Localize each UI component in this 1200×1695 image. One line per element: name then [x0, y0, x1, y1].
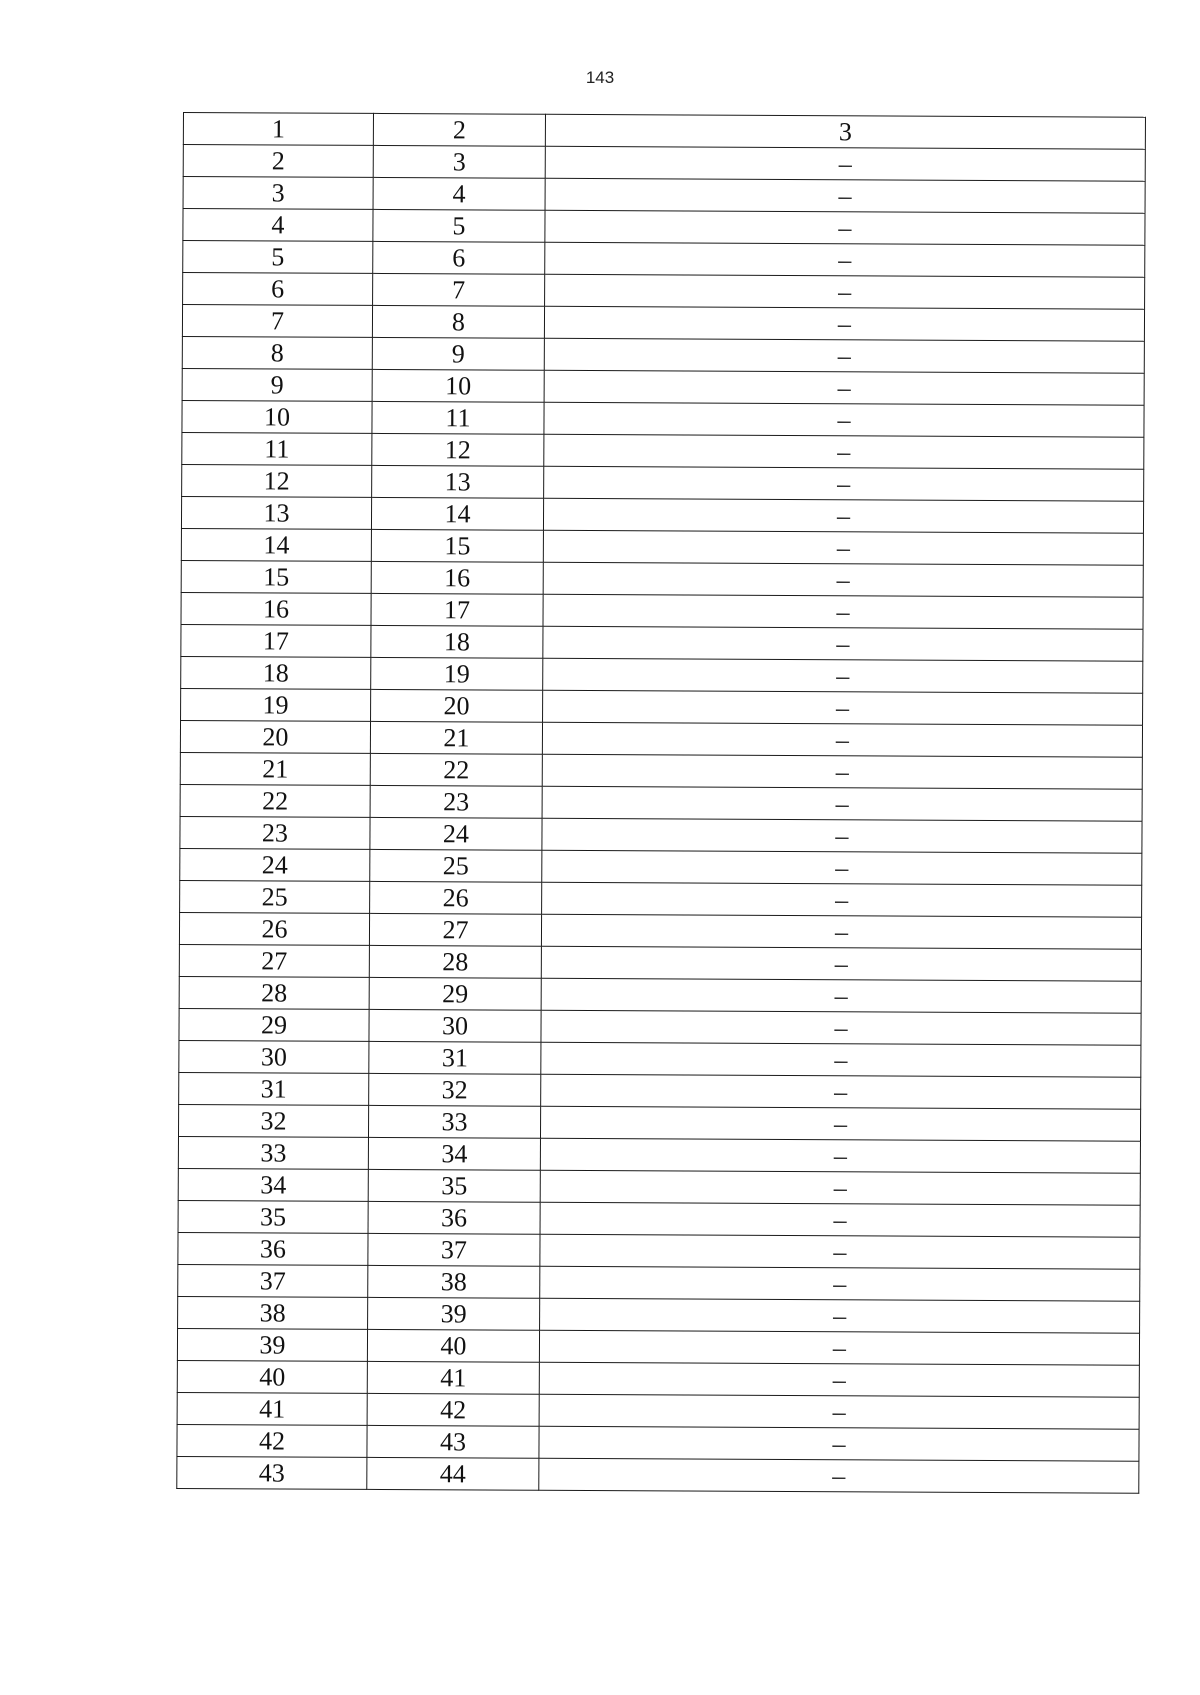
- table-cell-col-1: 5: [183, 241, 373, 274]
- table-cell-col-2: 19: [371, 657, 543, 690]
- table-cell-col-3: –: [542, 850, 1142, 885]
- table-cell-col-2: 31: [369, 1041, 541, 1074]
- table-cell-col-1: 7: [182, 305, 372, 338]
- table-cell-col-2: 39: [368, 1297, 540, 1330]
- table-cell-col-2: 28: [369, 945, 541, 978]
- table-cell-col-1: 43: [177, 1456, 367, 1489]
- table-cell-col-1: 10: [182, 400, 372, 433]
- table-cell-col-1: 26: [179, 912, 369, 945]
- table-row: [182, 368, 1144, 405]
- table-cell-col-3: –: [543, 530, 1143, 565]
- table-cell-col-2: 21: [370, 721, 542, 754]
- table-cell-col-2: 7: [373, 273, 545, 306]
- table-row: [183, 209, 1145, 246]
- table-cell-col-3: –: [545, 210, 1145, 245]
- table-cell-col-3: –: [542, 754, 1142, 789]
- table-cell-col-1: 33: [178, 1136, 368, 1169]
- table-cell-col-1: 4: [183, 209, 373, 242]
- table-cell-col-3: –: [539, 1426, 1139, 1461]
- table-row: [178, 1200, 1140, 1237]
- table-cell-col-1: 9: [182, 368, 372, 401]
- table-cell-col-1: 8: [182, 336, 372, 369]
- table-cell-col-3: –: [543, 498, 1143, 533]
- table-cell-col-2: 36: [368, 1201, 540, 1234]
- table-cell-col-2: 14: [371, 497, 543, 530]
- table-row: [177, 1328, 1139, 1365]
- table-cell-col-2: 32: [369, 1073, 541, 1106]
- table-cell-col-1: 41: [177, 1392, 367, 1425]
- table-cell-col-1: 18: [181, 656, 371, 689]
- table-row: [179, 944, 1141, 981]
- table-cell-col-3: –: [544, 338, 1144, 373]
- table-cell-col-1: 30: [179, 1040, 369, 1073]
- table-cell-col-3: –: [541, 1074, 1141, 1109]
- table-row: [183, 145, 1145, 182]
- table-cell-col-1: 38: [178, 1296, 368, 1329]
- table-row: [181, 624, 1143, 661]
- table-cell-col-1: 12: [182, 464, 372, 497]
- table-cell-col-2: 16: [371, 561, 543, 594]
- table-row: [181, 656, 1143, 693]
- table-cell-col-3: –: [544, 402, 1144, 437]
- table-row: [178, 1232, 1140, 1269]
- table-row: [181, 528, 1143, 565]
- table-cell-col-1: 40: [177, 1360, 367, 1393]
- table-cell-col-3: –: [540, 1138, 1140, 1173]
- table-cell-col-3: –: [540, 1202, 1140, 1237]
- table-cell-col-3: –: [544, 434, 1144, 469]
- table-cell-col-2: 20: [371, 689, 543, 722]
- table-cell-col-1: 11: [182, 432, 372, 465]
- table-row: [177, 1360, 1139, 1397]
- header-cell-col-3: 3: [545, 114, 1145, 149]
- table-row: [182, 432, 1144, 469]
- table-row: [180, 880, 1142, 917]
- table-row: [181, 592, 1143, 629]
- table-cell-col-2: 40: [367, 1329, 539, 1362]
- table-row: [179, 976, 1141, 1013]
- table-row: [179, 1040, 1141, 1077]
- table-row: [182, 464, 1144, 501]
- table-cell-col-2: 34: [368, 1137, 540, 1170]
- table-cell-col-2: 33: [368, 1105, 540, 1138]
- table-row: [178, 1264, 1140, 1301]
- table-cell-col-3: –: [541, 1010, 1141, 1045]
- table-cell-col-1: 27: [179, 944, 369, 977]
- table-row: [181, 496, 1143, 533]
- table-cell-col-2: 23: [370, 785, 542, 818]
- table-cell-col-3: –: [542, 722, 1142, 757]
- header-cell-col-1: 1: [183, 113, 373, 146]
- table-cell-col-2: 12: [372, 433, 544, 466]
- table-cell-col-3: –: [540, 1234, 1140, 1269]
- table-cell-col-2: 27: [369, 913, 541, 946]
- table-cell-col-1: 24: [180, 848, 370, 881]
- data-table: [176, 112, 1146, 1494]
- table-cell-col-1: 28: [179, 976, 369, 1009]
- table-row: [182, 336, 1144, 373]
- table-cell-col-1: 23: [180, 816, 370, 849]
- table-cell-col-3: –: [543, 562, 1143, 597]
- table-cell-col-2: 38: [368, 1265, 540, 1298]
- table-cell-col-1: 13: [181, 496, 371, 529]
- table-row: [177, 1424, 1139, 1461]
- table-cell-col-1: 15: [181, 560, 371, 593]
- table-cell-col-1: 37: [178, 1264, 368, 1297]
- table-cell-col-1: 42: [177, 1424, 367, 1457]
- table-cell-col-2: 11: [372, 401, 544, 434]
- table-cell-col-3: –: [539, 1458, 1139, 1493]
- table-cell-col-3: –: [545, 274, 1145, 309]
- table-cell-col-2: 35: [368, 1169, 540, 1202]
- table-cell-col-3: –: [540, 1106, 1140, 1141]
- table-cell-col-1: 20: [180, 720, 370, 753]
- table-cell-col-2: 25: [370, 849, 542, 882]
- table-cell-col-3: –: [543, 690, 1143, 725]
- table-cell-col-2: 42: [367, 1393, 539, 1426]
- table-row: [181, 688, 1143, 725]
- table-row: [182, 400, 1144, 437]
- table-cell-col-1: 35: [178, 1200, 368, 1233]
- table-cell-col-2: 10: [372, 369, 544, 402]
- table-cell-col-3: –: [540, 1298, 1140, 1333]
- table-cell-col-2: 26: [370, 881, 542, 914]
- table-cell-col-1: 21: [180, 752, 370, 785]
- table-cell-col-3: –: [539, 1362, 1139, 1397]
- table-cell-col-2: 9: [372, 337, 544, 370]
- table-row: [180, 752, 1142, 789]
- table-cell-col-3: –: [540, 1170, 1140, 1205]
- table-row: [180, 848, 1142, 885]
- table-row: [180, 784, 1142, 821]
- table-cell-col-2: 5: [373, 209, 545, 242]
- table-cell-col-3: –: [545, 146, 1145, 181]
- table-row: [178, 1168, 1140, 1205]
- table-cell-col-2: 44: [367, 1457, 539, 1490]
- table-cell-col-3: –: [545, 242, 1145, 277]
- table-row: [178, 1296, 1140, 1333]
- table-cell-col-2: 17: [371, 593, 543, 626]
- table-row: [177, 1392, 1139, 1429]
- table-cell-col-2: 37: [368, 1233, 540, 1266]
- table-cell-col-2: 13: [372, 465, 544, 498]
- header-cell-col-2: 2: [373, 113, 545, 146]
- table-cell-col-3: –: [544, 306, 1144, 341]
- table-cell-col-1: 25: [180, 880, 370, 913]
- table-row: [179, 1008, 1141, 1045]
- table-cell-col-1: 29: [179, 1008, 369, 1041]
- table-cell-col-1: 32: [178, 1104, 368, 1137]
- table-cell-col-1: 34: [178, 1168, 368, 1201]
- table-cell-col-3: –: [540, 1266, 1140, 1301]
- table-cell-col-2: 8: [372, 305, 544, 338]
- table-cell-col-3: –: [544, 370, 1144, 405]
- table-cell-col-2: 43: [367, 1425, 539, 1458]
- table-cell-col-2: 18: [371, 625, 543, 658]
- table-header-row: [183, 113, 1145, 150]
- table-cell-col-2: 29: [369, 977, 541, 1010]
- table-cell-col-1: 19: [181, 688, 371, 721]
- table-row: [179, 1072, 1141, 1109]
- table-cell-col-2: 15: [371, 529, 543, 562]
- table-row: [182, 305, 1144, 342]
- table-cell-col-1: 17: [181, 624, 371, 657]
- table-cell-col-3: –: [542, 786, 1142, 821]
- table-row: [181, 560, 1143, 597]
- page-number: 143: [585, 68, 615, 87]
- table-row: [178, 1136, 1140, 1173]
- table-cell-col-2: 6: [373, 241, 545, 274]
- table-cell-col-3: –: [542, 818, 1142, 853]
- table-cell-col-3: –: [541, 978, 1141, 1013]
- table-cell-col-3: –: [539, 1394, 1139, 1429]
- table-cell-col-1: 16: [181, 592, 371, 625]
- table-cell-col-1: 22: [180, 784, 370, 817]
- table-cell-col-2: 30: [369, 1009, 541, 1042]
- table-cell-col-3: –: [543, 626, 1143, 661]
- table-cell-col-3: –: [541, 946, 1141, 981]
- table-row: [177, 1456, 1139, 1493]
- table-cell-col-3: –: [541, 1042, 1141, 1077]
- table-cell-col-3: –: [541, 914, 1141, 949]
- table-row: [179, 912, 1141, 949]
- table-cell-col-1: 39: [177, 1328, 367, 1361]
- table-cell-col-1: 14: [181, 528, 371, 561]
- table-cell-col-2: 4: [373, 177, 545, 210]
- table-row: [183, 177, 1145, 214]
- table-cell-col-2: 22: [370, 753, 542, 786]
- table-cell-col-3: –: [539, 1330, 1139, 1365]
- table-row: [180, 816, 1142, 853]
- table-cell-col-1: 3: [183, 177, 373, 210]
- table-cell-col-2: 3: [373, 145, 545, 178]
- table-cell-col-1: 2: [183, 145, 373, 178]
- table-cell-col-3: –: [543, 594, 1143, 629]
- table-cell-col-1: 36: [178, 1232, 368, 1265]
- table-row: [183, 273, 1145, 310]
- table-cell-col-3: –: [545, 178, 1145, 213]
- table-cell-col-3: –: [542, 882, 1142, 917]
- table-cell-col-1: 31: [179, 1072, 369, 1105]
- table-body: [177, 113, 1146, 1494]
- table-cell-col-3: –: [544, 466, 1144, 501]
- table-cell-col-2: 24: [370, 817, 542, 850]
- table-row: [183, 241, 1145, 278]
- table-cell-col-3: –: [543, 658, 1143, 693]
- table-row: [178, 1104, 1140, 1141]
- table-cell-col-1: 6: [183, 273, 373, 306]
- table-cell-col-2: 41: [367, 1361, 539, 1394]
- table-row: [180, 720, 1142, 757]
